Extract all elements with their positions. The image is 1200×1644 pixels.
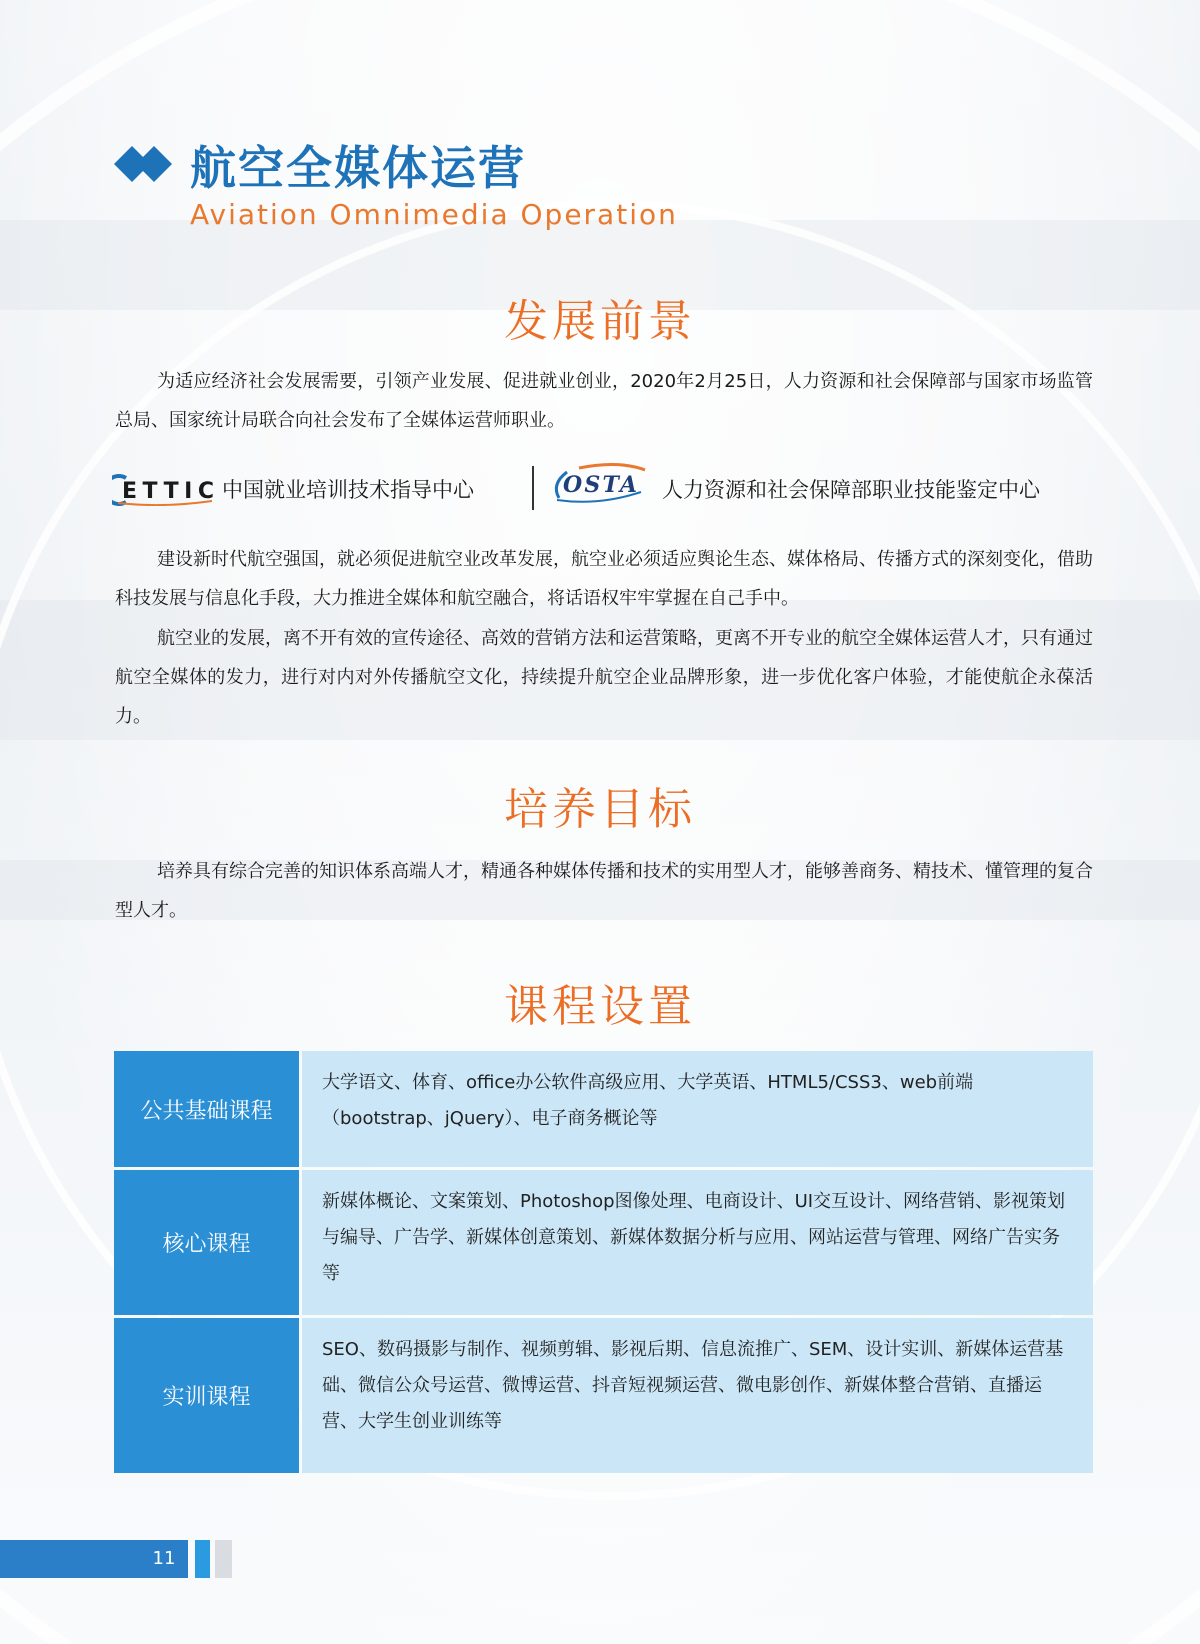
- page-title: 航空全媒体运营: [190, 141, 526, 195]
- prospect-paragraph-2: 建设新时代航空强国，就必须促进航空业改革发展，航空业必须适应舆论生态、媒体格局、传播方式的深刻变化，借助科技发展与信息化手段，大力推进全媒体和航空融合，将话语权牢牢掌握在自己手中。: [115, 549, 1093, 609]
- organization-logos: [112, 462, 1097, 512]
- course-row: [114, 1318, 1093, 1473]
- course-row: [114, 1170, 1093, 1315]
- course-content: 新媒体概论、文案策划、Photoshop图像处理、电商设计、UI交互设计、网络营销、影视策划与编导、广告学、新媒体创意策划、新媒体数据分析与应用、网站运营与管理、网络广告实务等: [302, 1170, 1093, 1315]
- goal-paragraph: 培养具有综合完善的知识体系高端人才，精通各种媒体传播和技术的实用型人才，能够善商务、精技术、懂管理的复合型人才。: [115, 861, 1093, 921]
- svg-text:OSTA: OSTA: [563, 472, 637, 498]
- section-title-goal: 培养目标: [504, 784, 696, 835]
- course-content: SEO、数码摄影与制作、视频剪辑、影视后期、信息流推广、SEM、设计实训、新媒体运营基础、微信公众号运营、微博运营、抖音短视频运营、微电影创作、新媒体整合营销、直播运营、大学生创业训练等: [302, 1318, 1093, 1473]
- footer-accent: [195, 1540, 210, 1578]
- course-category: 公共基础课程: [114, 1051, 299, 1167]
- prospect-paragraph-3: 航空业的发展，离不开有效的宣传途径、高效的营销方法和运营策略，更离不开专业的航空全媒体运营人才，只有通过航空全媒体的发力，进行对内对外传播航空文化，持续提升航空企业品牌形象，进一步优化客户体验，才能使航企永葆活力。: [115, 628, 1093, 727]
- prospect-paragraph-1: 为适应经济社会发展需要，引领产业发展、促进就业创业，2020年2月25日，人力资源和社会保障部与国家市场监管总局、国家统计局联合向社会发布了全媒体运营师职业。: [115, 371, 1093, 431]
- page-number: 11: [152, 1548, 176, 1569]
- osta-name: 人力资源和社会保障部职业技能鉴定中心: [662, 478, 1040, 502]
- svg-text:ETTIC: ETTIC: [122, 479, 214, 504]
- section-title-prospect: 发展前景: [504, 296, 696, 347]
- course-content: 大学语文、体育、office办公软件高级应用、大学英语、HTML5/CSS3、web前端（bootstrap、jQuery）、电子商务概论等: [302, 1051, 1093, 1167]
- ettic-name: 中国就业培训技术指导中心: [222, 478, 474, 502]
- section-title-courses: 课程设置: [504, 981, 696, 1032]
- course-table: [114, 1051, 1093, 1473]
- footer-gray-block: [215, 1540, 232, 1578]
- logo-divider: [532, 466, 534, 510]
- course-category: 实训课程: [114, 1318, 299, 1473]
- osta-logo: [549, 462, 649, 504]
- course-row: [114, 1051, 1093, 1167]
- course-category: 核心课程: [114, 1170, 299, 1315]
- page-subtitle-en: Aviation Omnimedia Operation: [190, 198, 678, 231]
- double-diamond-icon: [112, 144, 174, 184]
- ettic-logo: [112, 474, 217, 506]
